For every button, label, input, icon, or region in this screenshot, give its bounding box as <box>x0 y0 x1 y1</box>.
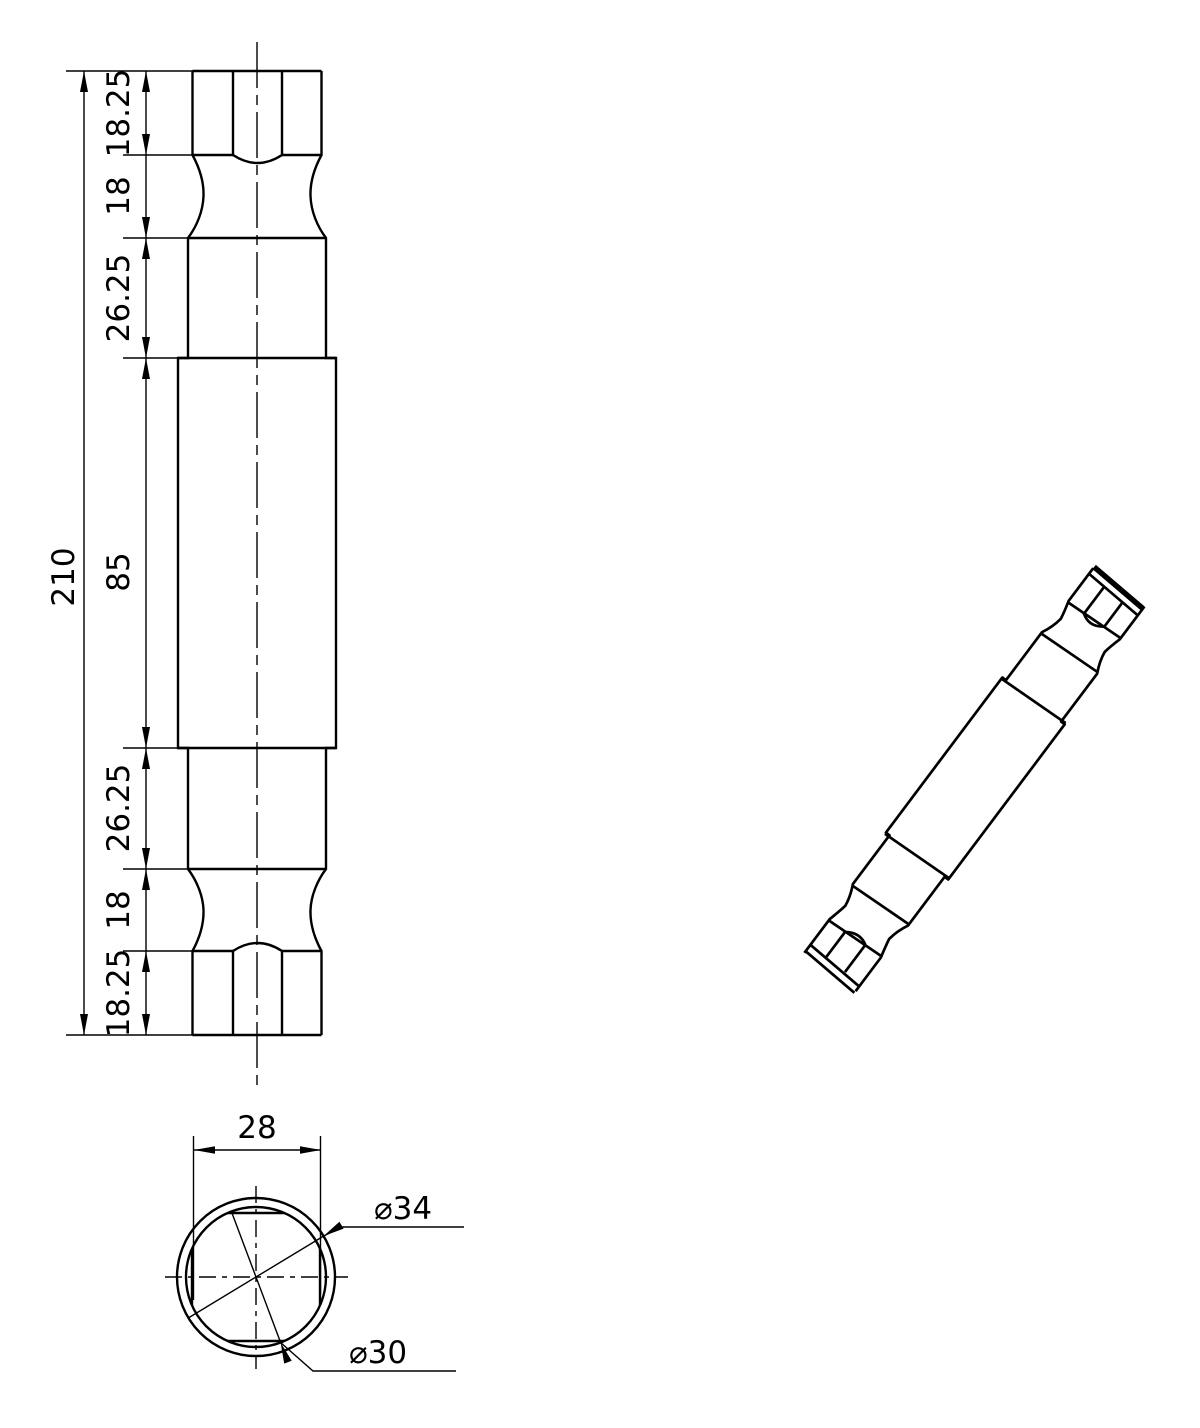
bore-diameter-label: ⌀30 <box>349 1335 408 1371</box>
arrowhead <box>142 71 150 92</box>
arrowhead <box>142 1014 150 1035</box>
arrowhead <box>324 1222 344 1236</box>
hex-neck-arc <box>233 943 282 951</box>
segment-length-label: 18 <box>101 176 137 216</box>
pictorial-far-end-face <box>1092 567 1146 609</box>
pictorial-hex-facet <box>1084 587 1104 613</box>
pictorial-hex-facet <box>825 932 845 958</box>
arrowhead <box>300 1146 321 1154</box>
pictorial-section-edge <box>885 831 949 880</box>
front-view <box>46 42 336 1092</box>
segment-length-label: 18.25 <box>101 948 137 1038</box>
arrowhead <box>142 727 150 748</box>
arrowhead <box>142 848 150 869</box>
arrowhead <box>281 1343 292 1364</box>
segment-length-label: 18 <box>101 890 137 930</box>
pictorial-silhouette-upper <box>799 564 1097 956</box>
outer-diameter-label: ⌀34 <box>374 1191 433 1227</box>
overall-length-label: 210 <box>46 547 82 607</box>
pictorial-near-end-face <box>803 951 857 993</box>
pictorial-view <box>798 563 1151 997</box>
outer-diameter-leader <box>324 1227 465 1236</box>
segment-length-label: 18.25 <box>101 68 137 158</box>
arrowhead <box>80 71 88 92</box>
segment-length-label: 26.25 <box>101 763 137 853</box>
segment-length-label: 26.25 <box>101 253 137 343</box>
section-view <box>165 1110 464 1371</box>
pictorial-section-edge <box>1001 676 1065 725</box>
pictorial-section-edge <box>1068 600 1121 641</box>
arrowhead <box>142 337 150 358</box>
shaft-left-profile <box>178 71 204 1035</box>
shaft-right-profile <box>310 71 336 1035</box>
pictorial-hex-facet <box>1104 603 1122 627</box>
pictorial-hex-neck-arc <box>1082 612 1105 631</box>
arrowhead <box>142 238 150 259</box>
arrowhead <box>142 951 150 972</box>
arrowhead <box>194 1146 215 1154</box>
pictorial-hex-facet <box>845 945 865 972</box>
pictorial-near-end-inner-edge <box>808 945 862 987</box>
across-flats-label: 28 <box>237 1110 277 1146</box>
pictorial-section-edge <box>829 918 882 959</box>
arrowhead <box>142 217 150 238</box>
pictorial-hex-neck-arc <box>845 928 867 946</box>
arrowhead <box>142 134 150 155</box>
pictorial-section-edge <box>1041 631 1098 675</box>
segment-length-label: 85 <box>101 552 137 592</box>
pictorial-section-edge <box>852 883 909 927</box>
pictorial-silhouette-lower <box>852 604 1150 996</box>
arrowhead <box>142 869 150 890</box>
arrowhead <box>142 748 150 769</box>
arrowhead <box>142 358 150 379</box>
arrowhead <box>80 1014 88 1035</box>
